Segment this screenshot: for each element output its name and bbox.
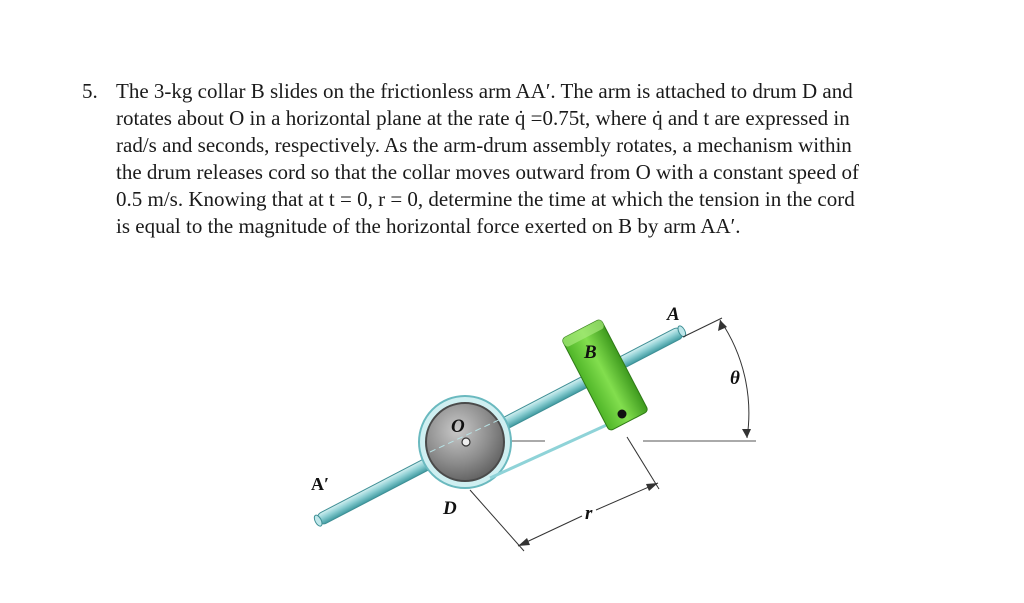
label-B: B bbox=[584, 342, 597, 363]
label-A: A bbox=[667, 304, 680, 325]
problem-line-4: the drum releases cord so that the collar moves outward from O with a constant speed of bbox=[116, 160, 859, 184]
pivot-O-point bbox=[462, 438, 470, 446]
problem-number: 5. bbox=[82, 79, 98, 103]
label-D: D bbox=[443, 498, 457, 519]
collar-B bbox=[561, 319, 648, 432]
problem-line-1: The 3-kg collar B slides on the frictionless arm AA′. The arm is attached to drum D and bbox=[116, 79, 853, 103]
problem-line-5: 0.5 m/s. Knowing that at t = 0, r = 0, determine the time at which the tension in the cord bbox=[116, 187, 855, 211]
theta-angle-indicator bbox=[683, 318, 751, 438]
label-A-prime: A′ bbox=[311, 474, 330, 494]
label-O: O bbox=[451, 416, 465, 437]
problem-line-6: is equal to the magnitude of the horizontal force exerted on B by arm AA′. bbox=[116, 214, 741, 238]
label-theta: θ bbox=[730, 368, 740, 389]
cord-attachment-point bbox=[618, 410, 627, 419]
problem-line-2: rotates about O in a horizontal plane at the rate q̇ =0.75t, where q̇ and t are expressed in bbox=[116, 106, 850, 130]
problem-line-3: rad/s and seconds, respectively. As the arm-drum assembly rotates, a mechanism within bbox=[116, 133, 852, 157]
label-r: r bbox=[585, 503, 593, 524]
